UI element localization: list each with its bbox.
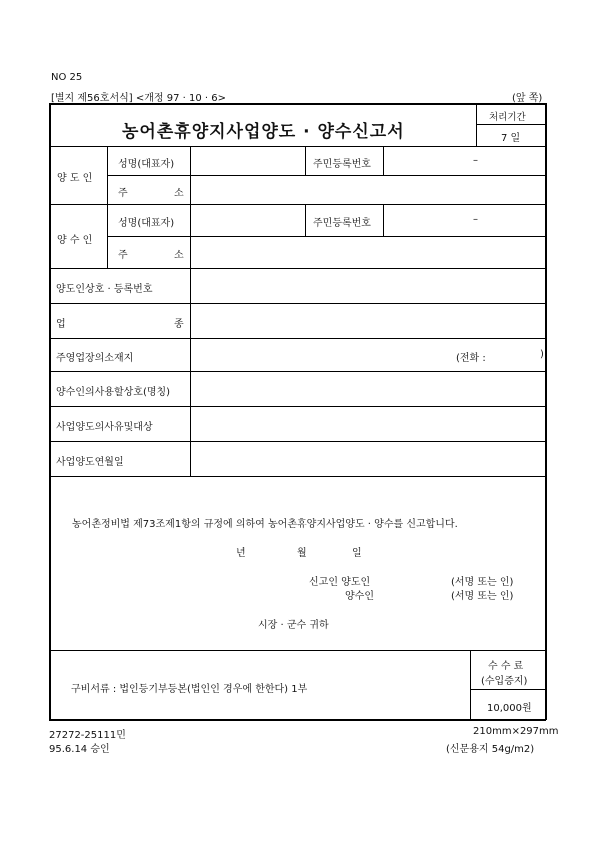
transfer-date-field[interactable] bbox=[192, 443, 543, 474]
required-documents: 구비서류 : 법인등기부등본(법인인 경우에 한한다) 1부 bbox=[71, 684, 308, 695]
transfer-reason-label: 사업양도의사유및대상 bbox=[56, 422, 153, 433]
declarant-transferor-label: 신고인 양도인 bbox=[309, 577, 371, 588]
location-label: 주영업장의소재지 bbox=[56, 353, 134, 364]
signature-transferor: (서명 또는 인) bbox=[451, 577, 514, 588]
business-type-label-1: 업 bbox=[56, 319, 66, 330]
form-reference: [별지 제56호서식] <개정 97 · 10 · 6> bbox=[51, 93, 226, 104]
transferee-id-label: 주민등록번호 bbox=[313, 218, 371, 229]
signature-transferee: (서명 또는 인) bbox=[451, 591, 514, 602]
new-name-field[interactable] bbox=[192, 373, 543, 404]
transfer-date-label: 사업양도연월일 bbox=[56, 457, 124, 468]
transferee-id-dash: – bbox=[473, 214, 478, 225]
transferor-address-label-2: 소 bbox=[174, 188, 184, 199]
transferor-address-field[interactable] bbox=[192, 177, 543, 202]
form-number: NO 25 bbox=[51, 72, 83, 83]
declarant-transferee-label: 양수인 bbox=[345, 591, 374, 602]
paper-type: (신문용지 54g/m2) bbox=[446, 744, 535, 755]
transferee-address-label-2: 소 bbox=[174, 250, 184, 261]
business-type-field[interactable] bbox=[192, 305, 543, 336]
processing-period-value: 7 일 bbox=[501, 133, 521, 144]
trade-name-label: 양도인상호 · 등록번호 bbox=[56, 284, 153, 295]
phone-close: ) bbox=[540, 349, 544, 360]
business-type-label-2: 종 bbox=[174, 319, 184, 330]
declaration-day: 일 bbox=[352, 548, 362, 559]
transferee-name-label: 성명(대표자) bbox=[118, 218, 175, 229]
fee-sub-label: (수입증지) bbox=[481, 676, 528, 687]
new-name-label: 양수인의사용할상호(명칭) bbox=[56, 387, 171, 398]
transferee-address-label-1: 주 bbox=[118, 250, 128, 261]
paper-size: 210mm×297mm bbox=[473, 726, 559, 737]
transferor-id-field[interactable] bbox=[385, 148, 543, 173]
fee-value: 10,000원 bbox=[487, 703, 532, 714]
transferee-id-field[interactable] bbox=[385, 206, 543, 234]
transfer-reason-field[interactable] bbox=[192, 408, 543, 439]
form-code: 27272-25111민 bbox=[49, 730, 126, 741]
transferor-section-label: 양 도 인 bbox=[57, 173, 93, 184]
declaration-year: 년 bbox=[236, 548, 246, 559]
form-title: 농어촌휴양지사업양도 · 양수신고서 bbox=[122, 122, 405, 142]
approval-date: 95.6.14 승인 bbox=[49, 744, 110, 755]
location-field[interactable] bbox=[192, 340, 543, 369]
declaration-statement: 농어촌정비법 제73조제1항의 규정에 의하여 농어촌휴양지사업양도 · 양수를 신고합니다. bbox=[72, 519, 458, 530]
trade-name-field[interactable] bbox=[192, 270, 543, 301]
page-side: (앞 쪽) bbox=[512, 93, 543, 104]
declaration-month: 월 bbox=[297, 548, 307, 559]
transferor-address-label-1: 주 bbox=[118, 188, 128, 199]
transferee-address-field[interactable] bbox=[192, 238, 543, 266]
transferee-section-label: 양 수 인 bbox=[57, 235, 93, 246]
addressee: 시장 · 군수 귀하 bbox=[258, 620, 329, 631]
phone-label: (전화 : bbox=[456, 353, 486, 364]
transferor-name-field[interactable] bbox=[192, 148, 303, 173]
processing-period-label: 처리기간 bbox=[489, 112, 526, 123]
transferor-id-dash: – bbox=[473, 155, 478, 166]
transferor-id-label: 주민등록번호 bbox=[313, 159, 371, 170]
transferor-name-label: 성명(대표자) bbox=[118, 159, 175, 170]
fee-label: 수 수 료 bbox=[488, 661, 524, 672]
transferee-name-field[interactable] bbox=[192, 206, 303, 234]
